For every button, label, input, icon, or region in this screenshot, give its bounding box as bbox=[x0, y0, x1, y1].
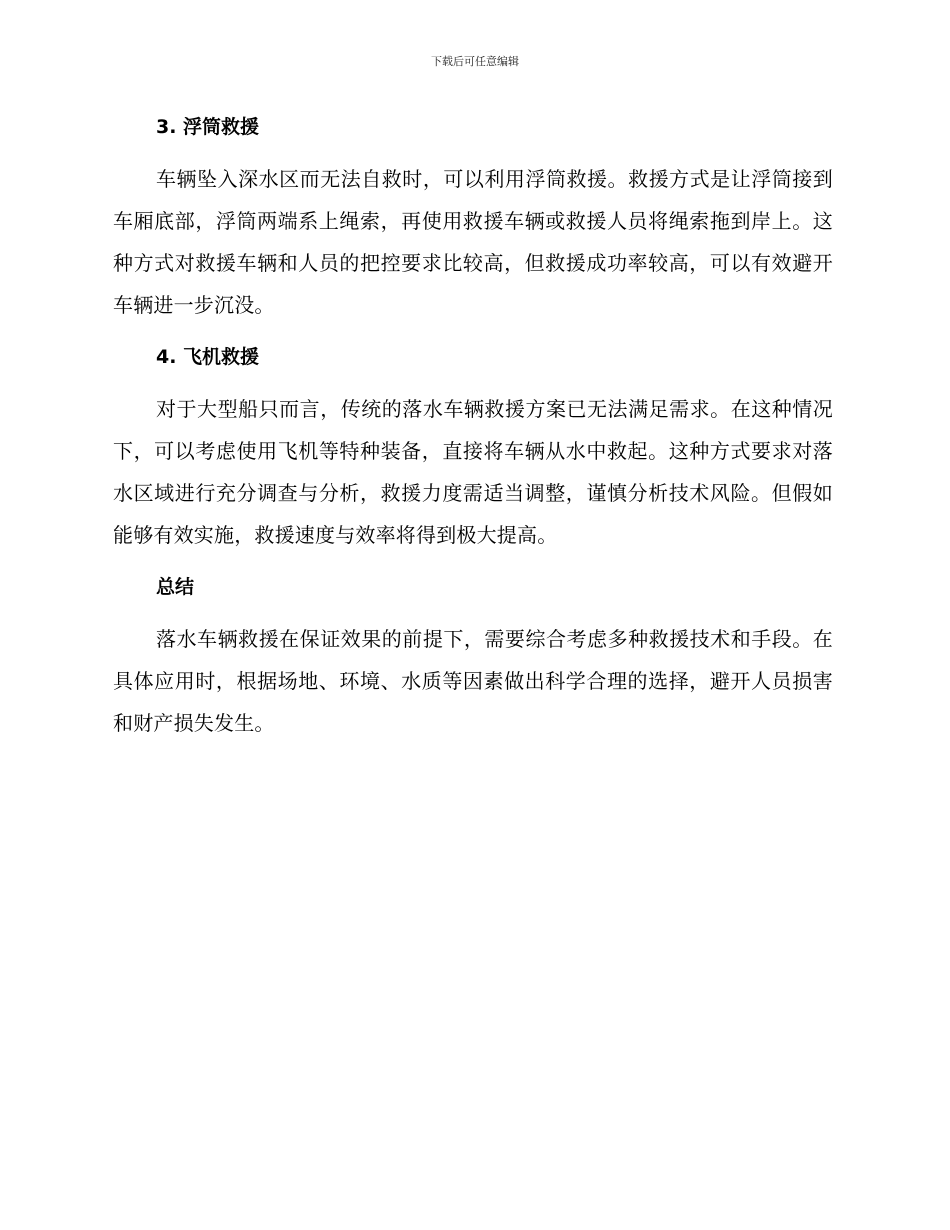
section-summary bbox=[113, 570, 833, 744]
section-paragraph: 对于大型船只而言，传统的落水车辆救援方案已无法满足需求。在这种情况下，可以考虑使用飞机等特种装备，直接将车辆从水中救起。这种方式要求对落水区域进行充分调查与分析，救援力度需适当调整，谨慎分析技术风险。但假如能够有效实施，救援速度与效率将得到极大提高。 bbox=[113, 397, 833, 547]
section-float-rescue bbox=[113, 110, 833, 326]
section-paragraph: 落水车辆救援在保证效果的前提下，需要综合考虑多种救援技术和手段。在具体应用时，根据场地、环境、水质等因素做出科学合理的选择，避开人员损害和财产损失发生。 bbox=[113, 627, 833, 735]
section-aircraft-rescue bbox=[113, 340, 833, 556]
section-heading: 4. 飞机救援 bbox=[156, 346, 260, 368]
section-paragraph: 车辆坠入深水区而无法自救时，可以利用浮筒救援。救援方式是让浮筒接到车厢底部，浮筒两端系上绳索，再使用救援车辆或救援人员将绳索拖到岸上。这种方式对救援车辆和人员的把控要求比较高，但救援成功率较高，可以有效避开车辆进一步沉没。 bbox=[113, 167, 833, 317]
section-heading: 总结 bbox=[156, 576, 195, 598]
page-header: 下载后可任意编辑 bbox=[431, 55, 519, 68]
section-heading: 3. 浮筒救援 bbox=[156, 116, 260, 138]
document-body bbox=[113, 110, 833, 758]
